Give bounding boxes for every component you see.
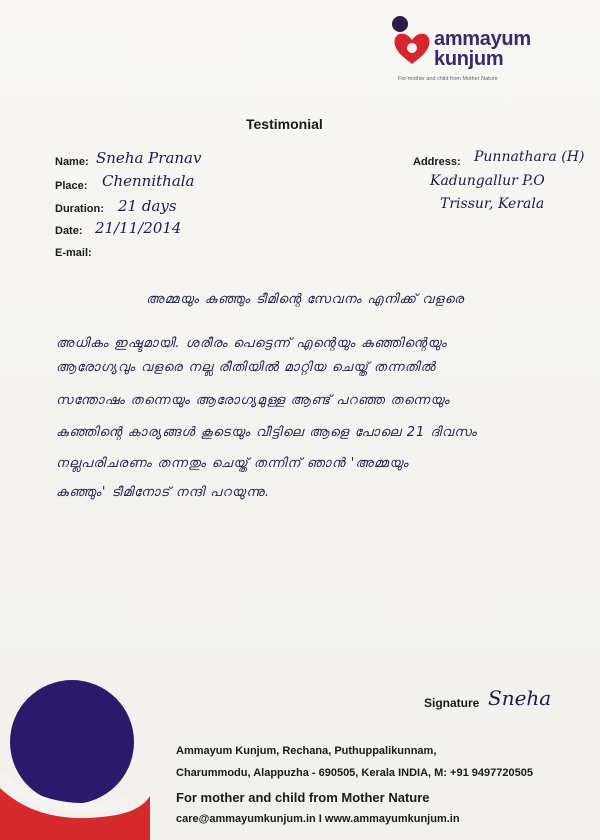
name-label: Name:: [55, 156, 89, 168]
body-line-3: ആരോഗ്യവും വളരെ നല്ല രീതിയിൽ മാറ്റിയ ചെയ്ത് തന്നതിൽ: [56, 360, 436, 375]
footer-tagline: For mother and child from Mother Nature: [176, 790, 430, 805]
body-line-7: കുഞ്ഞും' ടീമിനോട് നന്ദി പറയുന്നു.: [56, 485, 271, 500]
duration-value: 21 days: [118, 197, 177, 215]
date-label: Date:: [55, 225, 83, 237]
body-line-6: നല്ലപരിചരണം തന്നതും ചെയ്ത് തന്നിന് ഞാൻ 'അമ്മയും: [56, 456, 409, 471]
signature-label: Signature: [424, 696, 480, 710]
logo-tagline: For mother and child from Mother Nature: [398, 76, 498, 82]
page-title: Testimonial: [246, 116, 323, 132]
footer-brand-graphic: [0, 676, 150, 840]
place-label: Place:: [55, 180, 88, 192]
logo-word-ammayum: ammayum: [434, 28, 531, 50]
address-line-2: Kadungallur P.O: [430, 173, 545, 189]
footer-address-line-2: Charummodu, Alappuzha - 690505, Kerala INDIA, M: +91 9497720505: [176, 767, 533, 779]
logo-mark-icon: [388, 14, 434, 76]
footer-contact: care@ammayumkunjum.in I www.ammayumkunjum.in: [176, 813, 460, 825]
signature-value: Sneha: [488, 686, 552, 710]
address-line-3: Trissur, Kerala: [440, 196, 545, 212]
name-value: Sneha Pranav: [96, 149, 202, 167]
address-label: Address:: [413, 156, 461, 168]
date-value: 21/11/2014: [95, 219, 182, 237]
brand-logo: [388, 14, 588, 84]
body-line-5: കുഞ്ഞിന്റെ കാര്യങ്ങൾ കൂടെയും വീട്ടിലെ ആളെ പോലെ 21 ദിവസം: [56, 425, 478, 440]
duration-label: Duration:: [55, 203, 104, 215]
logo-word-kunjum: kunjum: [434, 48, 504, 70]
footer-address-line-1: Ammayum Kunjum, Rechana, Puthuppalikunnam,: [176, 745, 437, 757]
body-line-2: അധികം ഇഷ്ടമായി. ശരീരം പെട്ടെന്ന് എന്റെയും കുഞ്ഞിന്റെയും: [56, 336, 448, 351]
address-line-1: Punnathara (H): [474, 149, 585, 165]
place-value: Chennithala: [102, 172, 195, 190]
body-line-1: അമ്മയും കുഞ്ഞും ടീമിന്റെ സേവനം എനിക്ക് വളരെ: [146, 292, 465, 307]
email-label: E-mail:: [55, 247, 92, 259]
body-line-4: സന്തോഷം തന്നെയും ആരോഗ്യമുള്ള ആണ്ട് പറഞ്ഞ തന്നെയും: [56, 393, 451, 408]
